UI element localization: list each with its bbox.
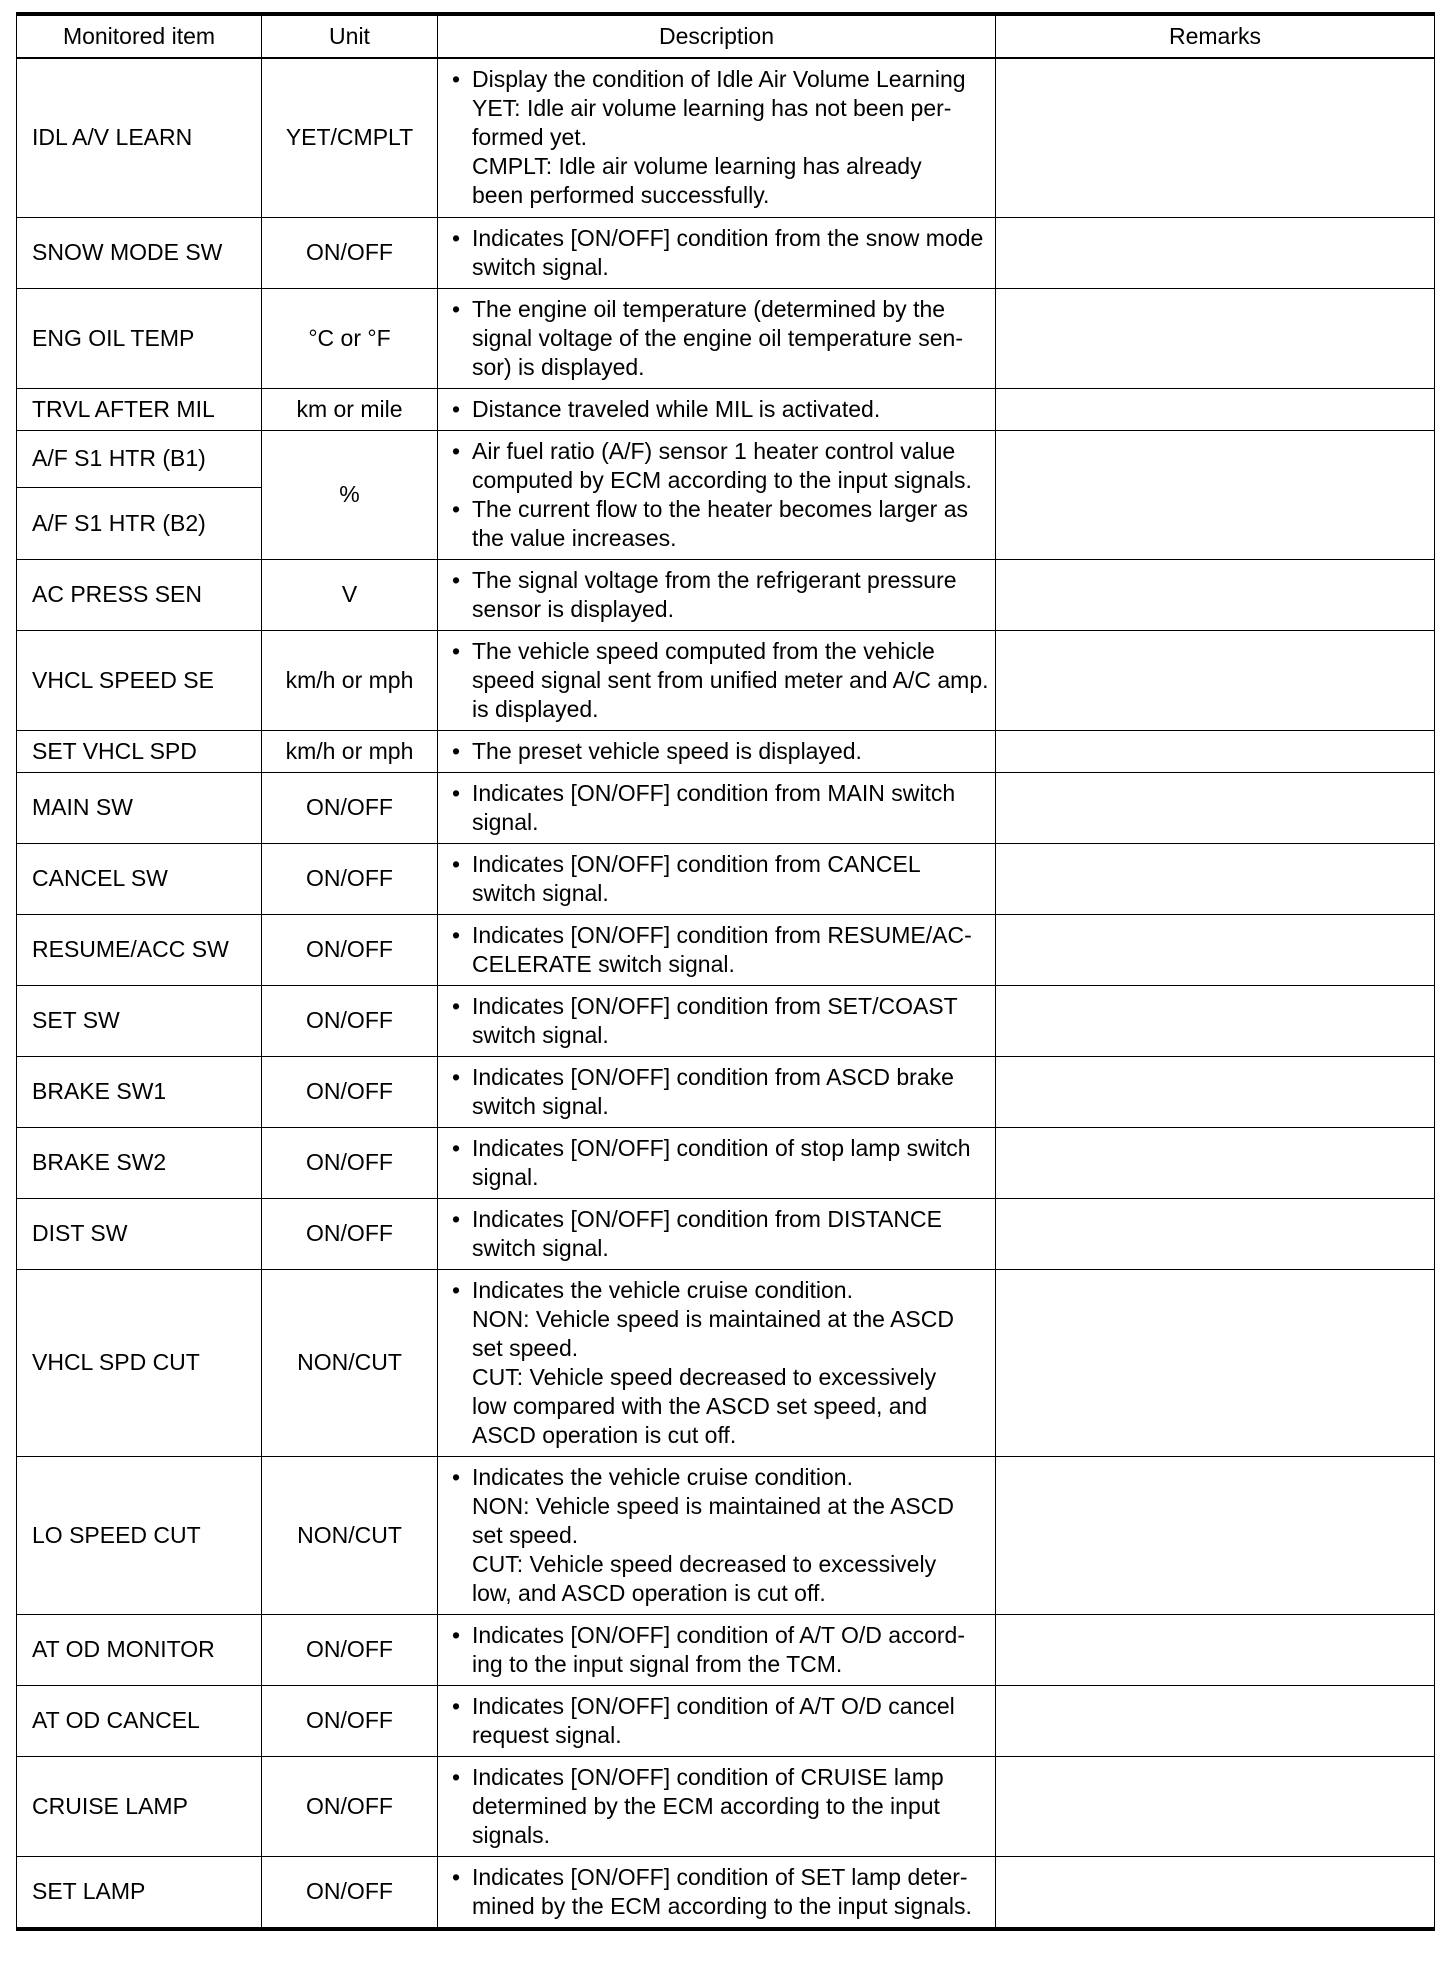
description-subtext: formed yet. — [472, 124, 588, 151]
bullet-marker: • — [452, 850, 461, 877]
unit-cell: ON/OFF — [262, 1198, 438, 1269]
table-row — [17, 985, 1435, 1056]
description-cell — [438, 1198, 996, 1269]
description-bullet — [452, 1463, 989, 1492]
header-monitored-item: Monitored item — [17, 14, 262, 58]
description-text: Indicates [ON/OFF] condition from CANCEL switch signal. — [472, 850, 920, 906]
description-text: Indicates [ON/OFF] condition from DISTANCE switch signal. — [472, 1205, 942, 1261]
unit-cell: ON/OFF — [262, 1756, 438, 1856]
description-subtext: CMPLT: Idle air volume learning has already — [472, 153, 922, 180]
description-bullet — [452, 779, 989, 837]
monitored-item-cell: TRVL AFTER MIL — [17, 388, 262, 430]
description-cell — [438, 1614, 996, 1685]
description-bullet — [452, 1205, 989, 1263]
remarks-cell — [996, 1198, 1435, 1269]
description-bullet — [452, 437, 989, 495]
remarks-cell — [996, 388, 1435, 430]
unit-cell: ON/OFF — [262, 985, 438, 1056]
unit-cell: NON/CUT — [262, 1456, 438, 1614]
table-row — [17, 1056, 1435, 1127]
description-bullet — [452, 992, 989, 1050]
bullet-marker: • — [452, 1463, 461, 1490]
table-row — [17, 1685, 1435, 1756]
description-cell — [438, 430, 996, 559]
header-unit: Unit — [262, 14, 438, 58]
unit-cell: ON/OFF — [262, 1685, 438, 1756]
remarks-cell — [996, 559, 1435, 630]
unit-cell: km/h or mph — [262, 730, 438, 772]
description-text: Indicates [ON/OFF] condition from the snow mode switch signal. — [472, 224, 984, 280]
unit-cell: km or mile — [262, 388, 438, 430]
bullet-marker: • — [452, 1205, 461, 1232]
table-header-row — [17, 14, 1435, 58]
bullet-marker: • — [452, 66, 461, 93]
bullet-marker: • — [452, 395, 461, 422]
remarks-cell — [996, 430, 1435, 559]
description-bullet — [452, 1763, 989, 1850]
description-text: Indicates the vehicle cruise condition. — [472, 1463, 853, 1490]
description-text: Indicates [ON/OFF] condition of stop lamp switch signal. — [472, 1134, 971, 1190]
description-cell — [438, 217, 996, 288]
remarks-cell — [996, 914, 1435, 985]
description-text: Air fuel ratio (A/F) sensor 1 heater control value computed by ECM according to the input signals. — [472, 437, 972, 493]
remarks-cell — [996, 843, 1435, 914]
bullet-marker: • — [452, 1063, 461, 1090]
bullet-marker: • — [452, 1692, 461, 1719]
table-row — [17, 1198, 1435, 1269]
table-row — [17, 843, 1435, 914]
description-text: Display the condition of Idle Air Volume Learning — [472, 66, 966, 93]
table-row — [17, 1856, 1435, 1929]
description-cell — [438, 730, 996, 772]
description-cell — [438, 914, 996, 985]
description-bullet — [452, 1134, 989, 1192]
unit-cell: ON/OFF — [262, 772, 438, 843]
description-cell — [438, 1685, 996, 1756]
monitored-item-table — [16, 12, 1435, 1931]
remarks-cell — [996, 1056, 1435, 1127]
description-bullet — [452, 395, 989, 424]
description-subtext: CUT: Vehicle speed decreased to excessively — [472, 1550, 937, 1577]
description-subtext: NON: Vehicle speed is maintained at the ASCD — [472, 1492, 954, 1519]
description-text: The signal voltage from the refrigerant pressure sensor is displayed. — [472, 566, 957, 622]
table-row — [17, 1614, 1435, 1685]
remarks-cell — [996, 630, 1435, 730]
description-text: The current flow to the heater becomes larger as the value increases. — [472, 495, 969, 551]
bullet-marker: • — [452, 224, 461, 251]
remarks-cell — [996, 1856, 1435, 1929]
monitored-item-cell: DIST SW — [17, 1198, 262, 1269]
unit-cell: °C or °F — [262, 288, 438, 388]
header-description: Description — [438, 14, 996, 58]
unit-cell: ON/OFF — [262, 1614, 438, 1685]
bullet-marker: • — [452, 1863, 461, 1890]
description-subtext: CUT: Vehicle speed decreased to excessively — [472, 1363, 937, 1390]
description-bullet — [452, 1692, 989, 1750]
description-subtext: set speed. — [472, 1334, 579, 1361]
description-text: Indicates [ON/OFF] condition from MAIN switch signal. — [472, 779, 956, 835]
description-text: Indicates [ON/OFF] condition of SET lamp deter-mined by the ECM according to the input signals. — [472, 1863, 972, 1919]
description-subtext: been performed successfully. — [472, 182, 770, 209]
description-cell — [438, 288, 996, 388]
description-cell — [438, 772, 996, 843]
monitored-item-cell: VHCL SPD CUT — [17, 1269, 262, 1456]
unit-cell: YET/CMPLT — [262, 58, 438, 217]
bullet-marker: • — [452, 637, 461, 664]
unit-cell: ON/OFF — [262, 217, 438, 288]
monitored-item-cell: ENG OIL TEMP — [17, 288, 262, 388]
description-bullet — [452, 495, 989, 553]
description-bullet — [452, 850, 989, 908]
description-cell — [438, 1856, 996, 1929]
bullet-marker: • — [452, 992, 461, 1019]
unit-cell: ON/OFF — [262, 1127, 438, 1198]
description-bullet — [452, 65, 989, 94]
description-cell — [438, 1127, 996, 1198]
description-bullet — [452, 566, 989, 624]
bullet-marker: • — [452, 779, 461, 806]
monitored-item-cell: LO SPEED CUT — [17, 1456, 262, 1614]
description-bullet — [452, 224, 989, 282]
description-bullet — [452, 1863, 989, 1921]
unit-cell: NON/CUT — [262, 1269, 438, 1456]
remarks-cell — [996, 288, 1435, 388]
description-text: Indicates [ON/OFF] condition of A/T O/D cancel request signal. — [472, 1692, 955, 1748]
description-subtext: low compared with the ASCD set speed, and — [472, 1392, 928, 1419]
table-row — [17, 914, 1435, 985]
monitored-item-cell: SET LAMP — [17, 1856, 262, 1929]
description-cell — [438, 388, 996, 430]
description-cell — [438, 1756, 996, 1856]
monitored-item-cell: A/F S1 HTR (B1) — [17, 430, 262, 488]
remarks-cell — [996, 1614, 1435, 1685]
bullet-marker: • — [452, 437, 461, 464]
monitored-item-cell: SET VHCL SPD — [17, 730, 262, 772]
remarks-cell — [996, 217, 1435, 288]
table-row — [17, 288, 1435, 388]
bullet-marker: • — [452, 921, 461, 948]
description-text: Indicates [ON/OFF] condition of CRUISE lamp determined by the ECM according to the input signals. — [472, 1763, 944, 1848]
description-text: Indicates [ON/OFF] condition from SET/COAST switch signal. — [472, 992, 958, 1048]
table-row — [17, 1127, 1435, 1198]
remarks-cell — [996, 58, 1435, 217]
unit-cell: ON/OFF — [262, 843, 438, 914]
monitored-item-cell: BRAKE SW2 — [17, 1127, 262, 1198]
description-cell — [438, 58, 996, 217]
unit-cell: ON/OFF — [262, 914, 438, 985]
table-row — [17, 430, 1435, 488]
monitored-item-cell: SNOW MODE SW — [17, 217, 262, 288]
description-subtext: low, and ASCD operation is cut off. — [472, 1579, 826, 1606]
header-remarks: Remarks — [996, 14, 1435, 58]
description-bullet — [452, 295, 989, 382]
description-cell — [438, 985, 996, 1056]
monitored-item-cell: CRUISE LAMP — [17, 1756, 262, 1856]
monitored-item-cell: MAIN SW — [17, 772, 262, 843]
remarks-cell — [996, 1685, 1435, 1756]
description-subtext: set speed. — [472, 1521, 579, 1548]
monitored-item-cell: VHCL SPEED SE — [17, 630, 262, 730]
unit-cell: km/h or mph — [262, 630, 438, 730]
monitored-item-cell: RESUME/ACC SW — [17, 914, 262, 985]
table-row — [17, 1756, 1435, 1856]
description-subtext: ASCD operation is cut off. — [472, 1421, 737, 1448]
unit-cell: V — [262, 559, 438, 630]
table-row — [17, 1456, 1435, 1614]
remarks-cell — [996, 985, 1435, 1056]
monitored-item-cell: SET SW — [17, 985, 262, 1056]
description-bullet — [452, 921, 989, 979]
description-cell — [438, 1056, 996, 1127]
description-bullet — [452, 1276, 989, 1305]
table-row — [17, 559, 1435, 630]
description-cell — [438, 1269, 996, 1456]
description-text: Indicates [ON/OFF] condition from RESUME/AC-CELERATE switch signal. — [472, 921, 972, 977]
monitored-item-cell: A/F S1 HTR (B2) — [17, 488, 262, 559]
table-row — [17, 630, 1435, 730]
bullet-marker: • — [452, 566, 461, 593]
unit-cell: ON/OFF — [262, 1056, 438, 1127]
remarks-cell — [996, 730, 1435, 772]
bullet-marker: • — [452, 295, 461, 322]
description-bullet — [452, 637, 989, 724]
table-row — [17, 1269, 1435, 1456]
description-subtext: YET: Idle air volume learning has not been per- — [472, 95, 952, 122]
bullet-marker: • — [452, 737, 461, 764]
description-cell — [438, 843, 996, 914]
description-text: The vehicle speed computed from the vehicle speed signal sent from unified meter and A/C amp. is displayed. — [472, 637, 989, 722]
description-bullet — [452, 1621, 989, 1679]
description-text: Indicates [ON/OFF] condition of A/T O/D accord-ing to the input signal from the TCM. — [472, 1621, 965, 1677]
monitored-item-cell: BRAKE SW1 — [17, 1056, 262, 1127]
bullet-marker: • — [452, 495, 461, 522]
table-row — [17, 217, 1435, 288]
description-text: The preset vehicle speed is displayed. — [472, 737, 862, 764]
remarks-cell — [996, 772, 1435, 843]
unit-cell: ON/OFF — [262, 1856, 438, 1929]
remarks-cell — [996, 1269, 1435, 1456]
table-row — [17, 388, 1435, 430]
monitored-item-cell: AC PRESS SEN — [17, 559, 262, 630]
bullet-marker: • — [452, 1763, 461, 1790]
table-body — [17, 58, 1435, 1929]
table-row — [17, 58, 1435, 217]
description-text: Indicates [ON/OFF] condition from ASCD brake switch signal. — [472, 1063, 954, 1119]
description-cell — [438, 630, 996, 730]
description-bullet — [452, 1063, 989, 1121]
description-subtext: NON: Vehicle speed is maintained at the ASCD — [472, 1305, 954, 1332]
monitored-item-cell: CANCEL SW — [17, 843, 262, 914]
bullet-marker: • — [452, 1134, 461, 1161]
description-text: Distance traveled while MIL is activated. — [472, 395, 881, 422]
monitored-item-cell: AT OD CANCEL — [17, 1685, 262, 1756]
description-text: Indicates the vehicle cruise condition. — [472, 1276, 853, 1303]
monitored-item-cell: IDL A/V LEARN — [17, 58, 262, 217]
description-cell — [438, 559, 996, 630]
remarks-cell — [996, 1456, 1435, 1614]
description-text: The engine oil temperature (determined by the signal voltage of the engine oil temperature sen-sor) is displayed. — [472, 295, 963, 380]
monitored-item-cell: AT OD MONITOR — [17, 1614, 262, 1685]
description-bullet — [452, 737, 989, 766]
table-row — [17, 772, 1435, 843]
bullet-marker: • — [452, 1621, 461, 1648]
remarks-cell — [996, 1756, 1435, 1856]
remarks-cell — [996, 1127, 1435, 1198]
unit-cell: % — [262, 430, 438, 559]
bullet-marker: • — [452, 1276, 461, 1303]
description-cell — [438, 1456, 996, 1614]
table-row — [17, 730, 1435, 772]
